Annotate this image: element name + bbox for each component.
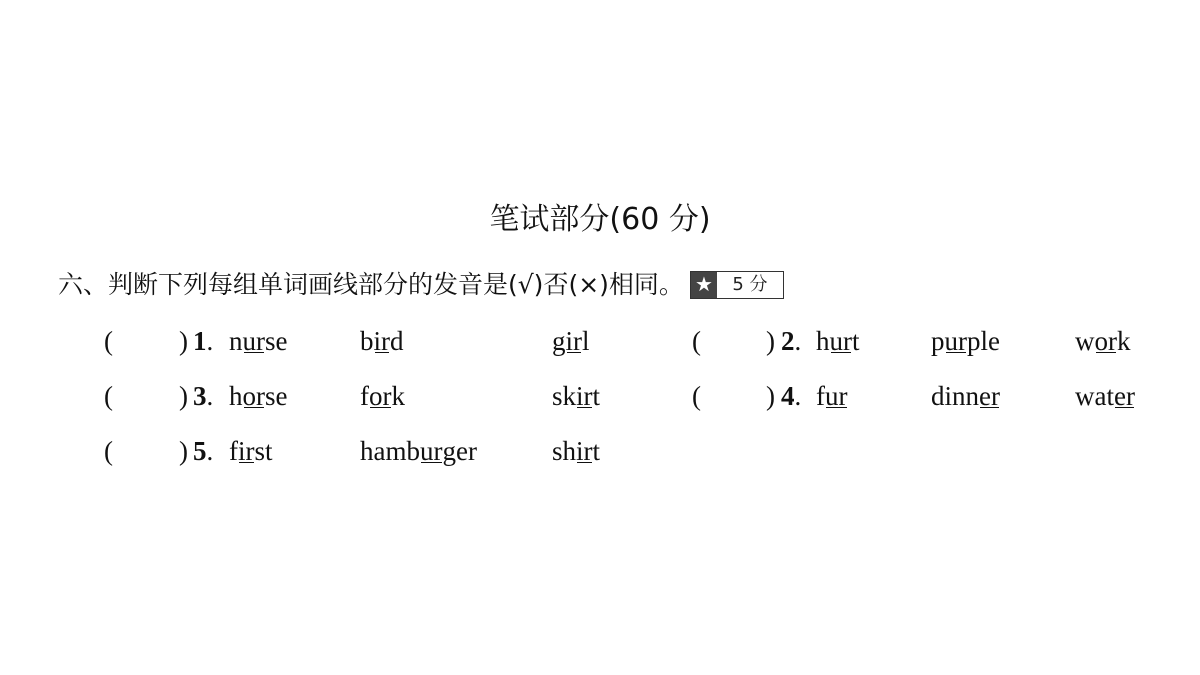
underlined-letters: or [1094,326,1117,356]
word [360,378,405,414]
word-part: sh [552,436,577,466]
word-part: ple [967,326,1000,356]
underlined-letters: ur [242,326,265,356]
word [1075,378,1135,414]
item-number-dot: . [206,381,214,411]
underlined-letters: or [242,381,265,411]
item-number [781,378,801,414]
open-paren: ( [692,381,701,411]
word-part: f [816,381,825,411]
word-part: l [582,326,590,356]
word-part: se [265,326,288,356]
close-paren: ) [766,326,775,356]
word [816,323,860,359]
word [552,378,600,414]
word-part: se [265,381,288,411]
word-part: g [552,326,566,356]
word-part: w [1075,326,1095,356]
word-part: wat [1075,381,1114,411]
underlined-letters: er [979,381,1000,411]
item-number-digit: 2 [781,326,795,356]
section-title: 笔试部分(60 分) [489,202,711,237]
item-number [193,323,213,359]
underlined-letters: or [369,381,392,411]
score-label: 5 分 [732,274,768,295]
word [931,378,1000,414]
word-part: t [592,436,601,466]
word [552,323,590,359]
word-part: f [229,436,238,466]
item-number-digit: 3 [193,381,207,411]
item-number-dot: . [794,326,802,356]
item-number-digit: 1 [193,326,207,356]
item-number [193,378,213,414]
instruction-text: 六、判断下列每组单词画线部分的发音是(√)否(×)相同。 [58,270,684,299]
word-part: h [816,326,830,356]
item-number-dot: . [206,436,214,466]
word-part: sk [552,381,577,411]
word-part: hamb [360,436,420,466]
underlined-letters: ur [420,436,443,466]
word [931,323,1000,359]
item-number-digit: 5 [193,436,207,466]
word-part: k [1117,326,1131,356]
item-number-dot: . [794,381,802,411]
underlined-letters: ur [825,381,848,411]
word-part: h [229,381,243,411]
close-paren: ) [766,381,775,411]
close-paren: ) [179,326,188,356]
question-instruction [58,266,784,304]
item-number [193,433,213,469]
word [1075,323,1131,359]
close-paren: ) [179,436,188,466]
word-part: dinn [931,381,980,411]
open-paren: ( [104,326,113,356]
underlined-letters: ir [576,381,593,411]
star-icon: ★ [691,272,717,298]
word-part: t [852,326,860,356]
word-part: p [931,326,945,356]
word-part: t [592,381,601,411]
word [360,433,477,469]
underlined-letters: er [1113,381,1135,411]
underlined-letters: ur [829,326,852,356]
close-paren: ) [179,381,188,411]
word-part: d [390,326,404,356]
underlined-letters: ir [565,326,582,356]
underlined-letters: ur [944,326,967,356]
underlined-letters: ir [238,436,255,466]
score-badge [690,271,784,299]
open-paren: ( [104,381,113,411]
word [360,323,404,359]
open-paren: ( [692,326,701,356]
word [816,378,848,414]
word [552,433,600,469]
word-part: ger [442,436,477,466]
item-number-dot: . [206,326,214,356]
word [229,378,288,414]
item-number-digit: 4 [781,381,795,411]
word-part: f [360,381,369,411]
word [229,433,273,469]
underlined-letters: ir [373,326,390,356]
word-part: st [254,436,273,466]
underlined-letters: ir [576,436,593,466]
word-part: k [391,381,405,411]
word-part: n [229,326,243,356]
word-part: b [360,326,374,356]
open-paren: ( [104,436,113,466]
word [229,323,288,359]
item-number [781,323,801,359]
